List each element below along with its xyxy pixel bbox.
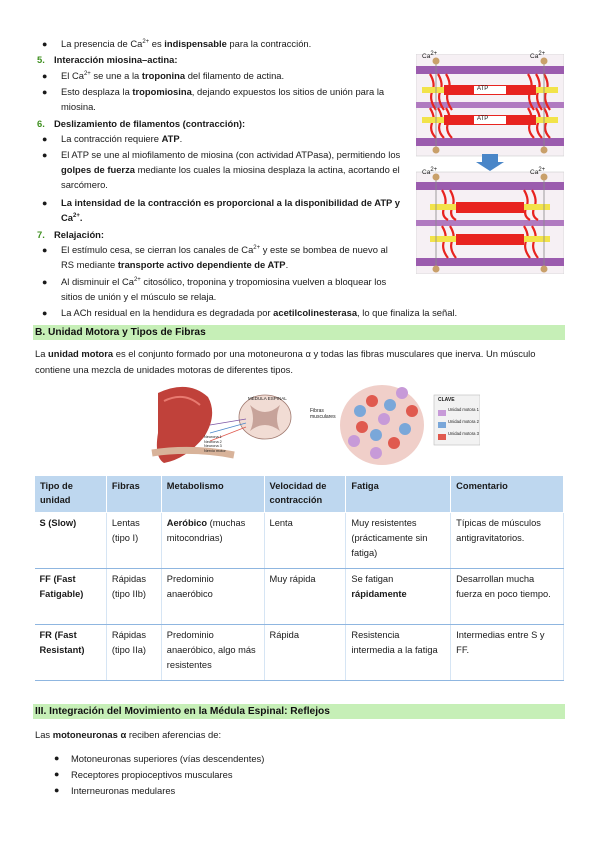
table-header: Velocidad de contracción <box>264 476 346 513</box>
table-cell: Desarrollan mucha fuerza en poco tiempo. <box>451 569 564 625</box>
list-item: Interneuronas medulares <box>71 785 176 796</box>
table-cell: FF (Fast Fatigable) <box>35 569 107 625</box>
ion-label: $Ca^{2+}$ <box>530 50 546 60</box>
bullet-icon: ● <box>42 245 48 255</box>
table-cell: Predominio anaeróbico <box>161 569 264 625</box>
table-cell: Resistencia intermedia a la fatiga <box>346 625 451 681</box>
ion-label: $Ca^{2+}$ <box>422 50 438 60</box>
table-cell: Lenta <box>264 513 346 569</box>
step-number: 7. <box>37 229 45 240</box>
bullet-icon: ● <box>42 150 48 160</box>
list-item: La ACh residual en la hendidura es degradada por acetilcolinesterasa, lo que finaliza la señal. <box>61 307 458 318</box>
table-header: Tipo de unidad <box>35 476 107 513</box>
sarcomere-diagram <box>416 50 564 274</box>
atp-label: ATP <box>477 116 489 122</box>
bullet-icon: ● <box>42 277 48 287</box>
atp-label: ATP <box>477 86 489 92</box>
list-item: La contracción requiere ATP. <box>61 133 183 144</box>
bullet-icon: ● <box>42 134 48 144</box>
bullet-icon: ● <box>54 785 60 795</box>
table-header: Fatiga <box>346 476 451 513</box>
step-title: Deslizamiento de filamentos (contracción): <box>54 118 246 129</box>
legend-item: Unidad motora 3 <box>448 431 479 436</box>
bullet-icon: ● <box>42 71 48 81</box>
table-header: Fibras <box>106 476 161 513</box>
sarcomere-figure <box>416 50 564 274</box>
paragraph: Las motoneuronas α reciben aferencias de: <box>35 729 222 740</box>
step-title: Interacción miosina–actina: <box>54 54 178 65</box>
motor-unit-table <box>34 475 564 681</box>
legend-item: Unidad motora 1 <box>448 407 479 412</box>
table-cell: Muy resistentes (prácticamente sin fatiga) <box>346 513 451 569</box>
table-cell: Rápida <box>264 625 346 681</box>
bullet-icon: ● <box>42 308 48 318</box>
table-cell: Intermedias entre S y FF. <box>451 625 564 681</box>
bullet-icon: ● <box>42 39 48 49</box>
figure-label: MÉDULA ESPINAL <box>248 396 287 401</box>
table-cell: Aeróbico (muchas mitocondrias) <box>161 513 264 569</box>
table-cell: Lentas (tipo I) <box>106 513 161 569</box>
table-row <box>35 513 564 569</box>
figure-label: CLAVE <box>438 397 455 403</box>
paragraph: La unidad motora es el conjunto formado por una motoneurona α y todas las fibras musculares que inerva. Un músculo contiene una mezcla de unidades motoras de diferentes tipos. <box>35 348 536 375</box>
table-header-row <box>35 476 564 513</box>
ion-label: $Ca^{2+}$ <box>530 166 546 176</box>
list-item: Al disminuir el $Ca^{2+}$ citosólico, troponina y tropomiosina vuelven a bloquear los sitios de unión y el músculo se relaja. <box>61 276 387 303</box>
list-item: El $Ca^{2+}$ se une a la troponina del filamento de actina. <box>61 70 285 81</box>
list-item: Receptores propioceptivos musculares <box>71 769 233 780</box>
section-heading: B. Unidad Motora y Tipos de Fibras <box>33 325 565 340</box>
table-cell: Se fatigan rápidamente <box>346 569 451 625</box>
legend-item: Unidad motora 2 <box>448 419 479 424</box>
bullet-icon: ● <box>42 87 48 97</box>
figure-label: Fibras musculares <box>310 408 336 420</box>
table-cell: Rápidas (tipo IIb) <box>106 569 161 625</box>
step-number: 6. <box>37 118 45 129</box>
table-row <box>35 569 564 625</box>
table-cell: FR (Fast Resistant) <box>35 625 107 681</box>
table-cell: S (Slow) <box>35 513 107 569</box>
list-item: La presencia de $Ca^{2+}$ es indispensable para la contracción. <box>61 38 312 49</box>
table-cell: Rápidas (tipo IIa) <box>106 625 161 681</box>
bullet-icon: ● <box>54 769 60 779</box>
list-item: El estímulo cesa, se cierran los canales de $Ca^{2+}$ y este se bombea de nuevo al RS mediante transporte activo dependiente de ATP. <box>61 244 388 271</box>
list-item: Motoneuronas superiores (vías descendentes) <box>71 753 265 764</box>
motor-unit-illustration <box>150 381 480 469</box>
ion-label: $Ca^{2+}$ <box>422 166 438 176</box>
table-cell: Muy rápida <box>264 569 346 625</box>
figure-label: Neurona 1 Neurona 2 Neurona 3 Nervio motor <box>204 435 226 454</box>
table-header: Metabolismo <box>161 476 264 513</box>
section-heading: III. Integración del Movimiento en la Médula Espinal: Reflejos <box>33 704 565 719</box>
list-item: El ATP se une al miofilamento de miosina (con actividad ATPasa), permitiendo los golpes de fuerza mediante los cuales la miosina desplaza la actina, acortando el sarcómero. <box>61 149 401 191</box>
table-cell: Predominio anaeróbico, algo más resistentes <box>161 625 264 681</box>
motor-unit-drawing <box>150 381 480 469</box>
table-cell: Típicas de músculos antigravitatorios. <box>451 513 564 569</box>
list-item: La intensidad de la contracción es proporcional a la disponibilidad de ATP y $Ca^{2+}$. <box>61 197 400 224</box>
step-number: 5. <box>37 54 45 65</box>
table-header: Comentario <box>451 476 564 513</box>
step-title: Relajación: <box>54 229 105 240</box>
table-row <box>35 625 564 681</box>
bullet-icon: ● <box>54 753 60 763</box>
bullet-icon: ● <box>42 198 48 208</box>
list-item: Esto desplaza la tropomiosina, dejando expuestos los sitios de unión para la miosina. <box>61 86 385 113</box>
